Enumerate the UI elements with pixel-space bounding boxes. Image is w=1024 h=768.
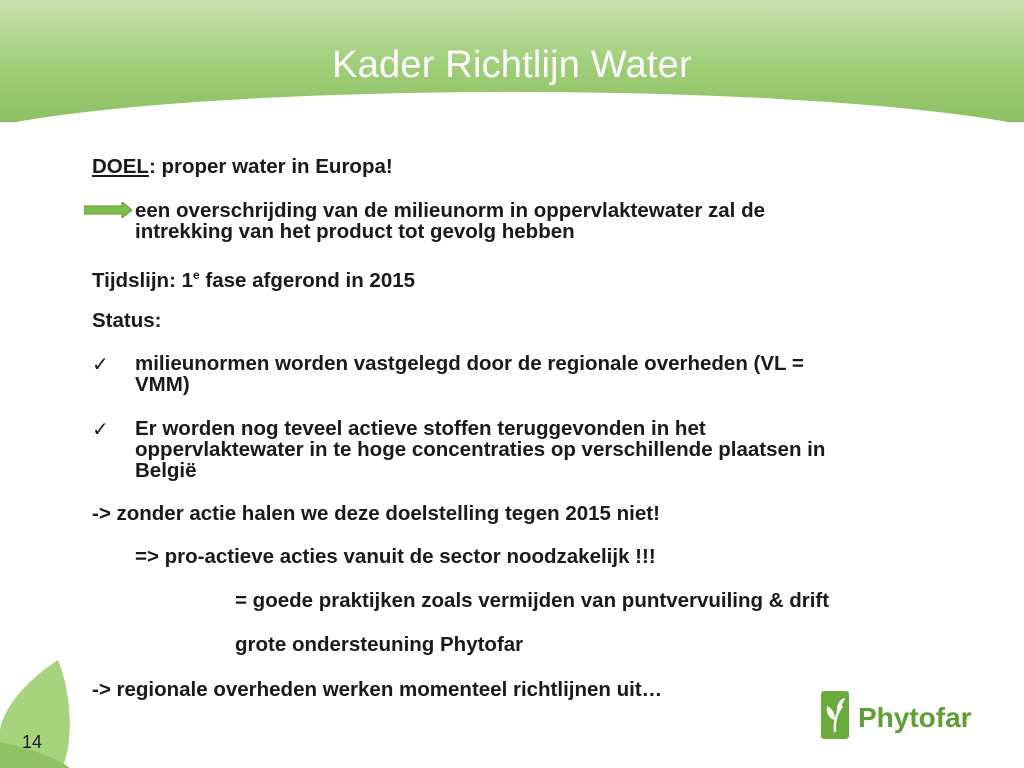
status-label: Status: bbox=[92, 309, 162, 332]
slide-title: Kader Richtlijn Water bbox=[332, 44, 692, 86]
tijdslijn-suffix: fase afgerond in 2015 bbox=[199, 269, 416, 292]
tijdslijn-line bbox=[92, 265, 415, 291]
right-arrow-icon bbox=[84, 202, 132, 218]
status1-line1: milieunormen worden vastgelegd door de regionale overheden (VL = bbox=[135, 352, 804, 375]
arrow-text-line2: intrekking van het product tot gevolg hebben bbox=[135, 220, 575, 243]
status1-line2: VMM) bbox=[135, 373, 190, 396]
doel-text: : proper water in Europa! bbox=[148, 155, 393, 178]
tijdslijn-prefix: Tijdslijn: 1 bbox=[92, 269, 193, 292]
checkmark-icon: ✓ bbox=[92, 354, 109, 376]
pro-actieve-line: => pro-actieve acties vanuit de sector noodzakelijk !!! bbox=[135, 545, 656, 568]
status2-line2: oppervlaktewater in te hoge concentraties op verschillende plaatsen in bbox=[135, 438, 826, 461]
page-number: 14 bbox=[22, 732, 43, 752]
arrow-text-line1: een overschrijding van de milieunorm in oppervlaktewater zal de bbox=[135, 199, 765, 222]
doel-label: DOEL bbox=[92, 155, 149, 178]
phytofar-logo-text: Phytofar bbox=[858, 702, 972, 733]
status2-line1: Er worden nog teveel actieve stoffen teruggevonden in het bbox=[135, 417, 706, 440]
phytofar-logo-icon bbox=[820, 690, 850, 740]
goede-praktijken-line: = goede praktijken zoals vermijden van puntvervuiling & drift bbox=[235, 589, 830, 612]
status2-line3: België bbox=[135, 459, 197, 482]
tijdslijn-sup: e bbox=[193, 268, 200, 282]
title-banner-curve bbox=[0, 92, 1024, 122]
regionale-line: -> regionale overheden werken momenteel richtlijnen uit… bbox=[92, 678, 663, 701]
doel-line bbox=[92, 156, 393, 177]
ondersteuning-line: grote ondersteuning Phytofar bbox=[235, 633, 524, 656]
checkmark-icon: ✓ bbox=[92, 419, 109, 441]
zonder-actie-line: -> zonder actie halen we deze doelstelling tegen 2015 niet! bbox=[92, 502, 660, 525]
